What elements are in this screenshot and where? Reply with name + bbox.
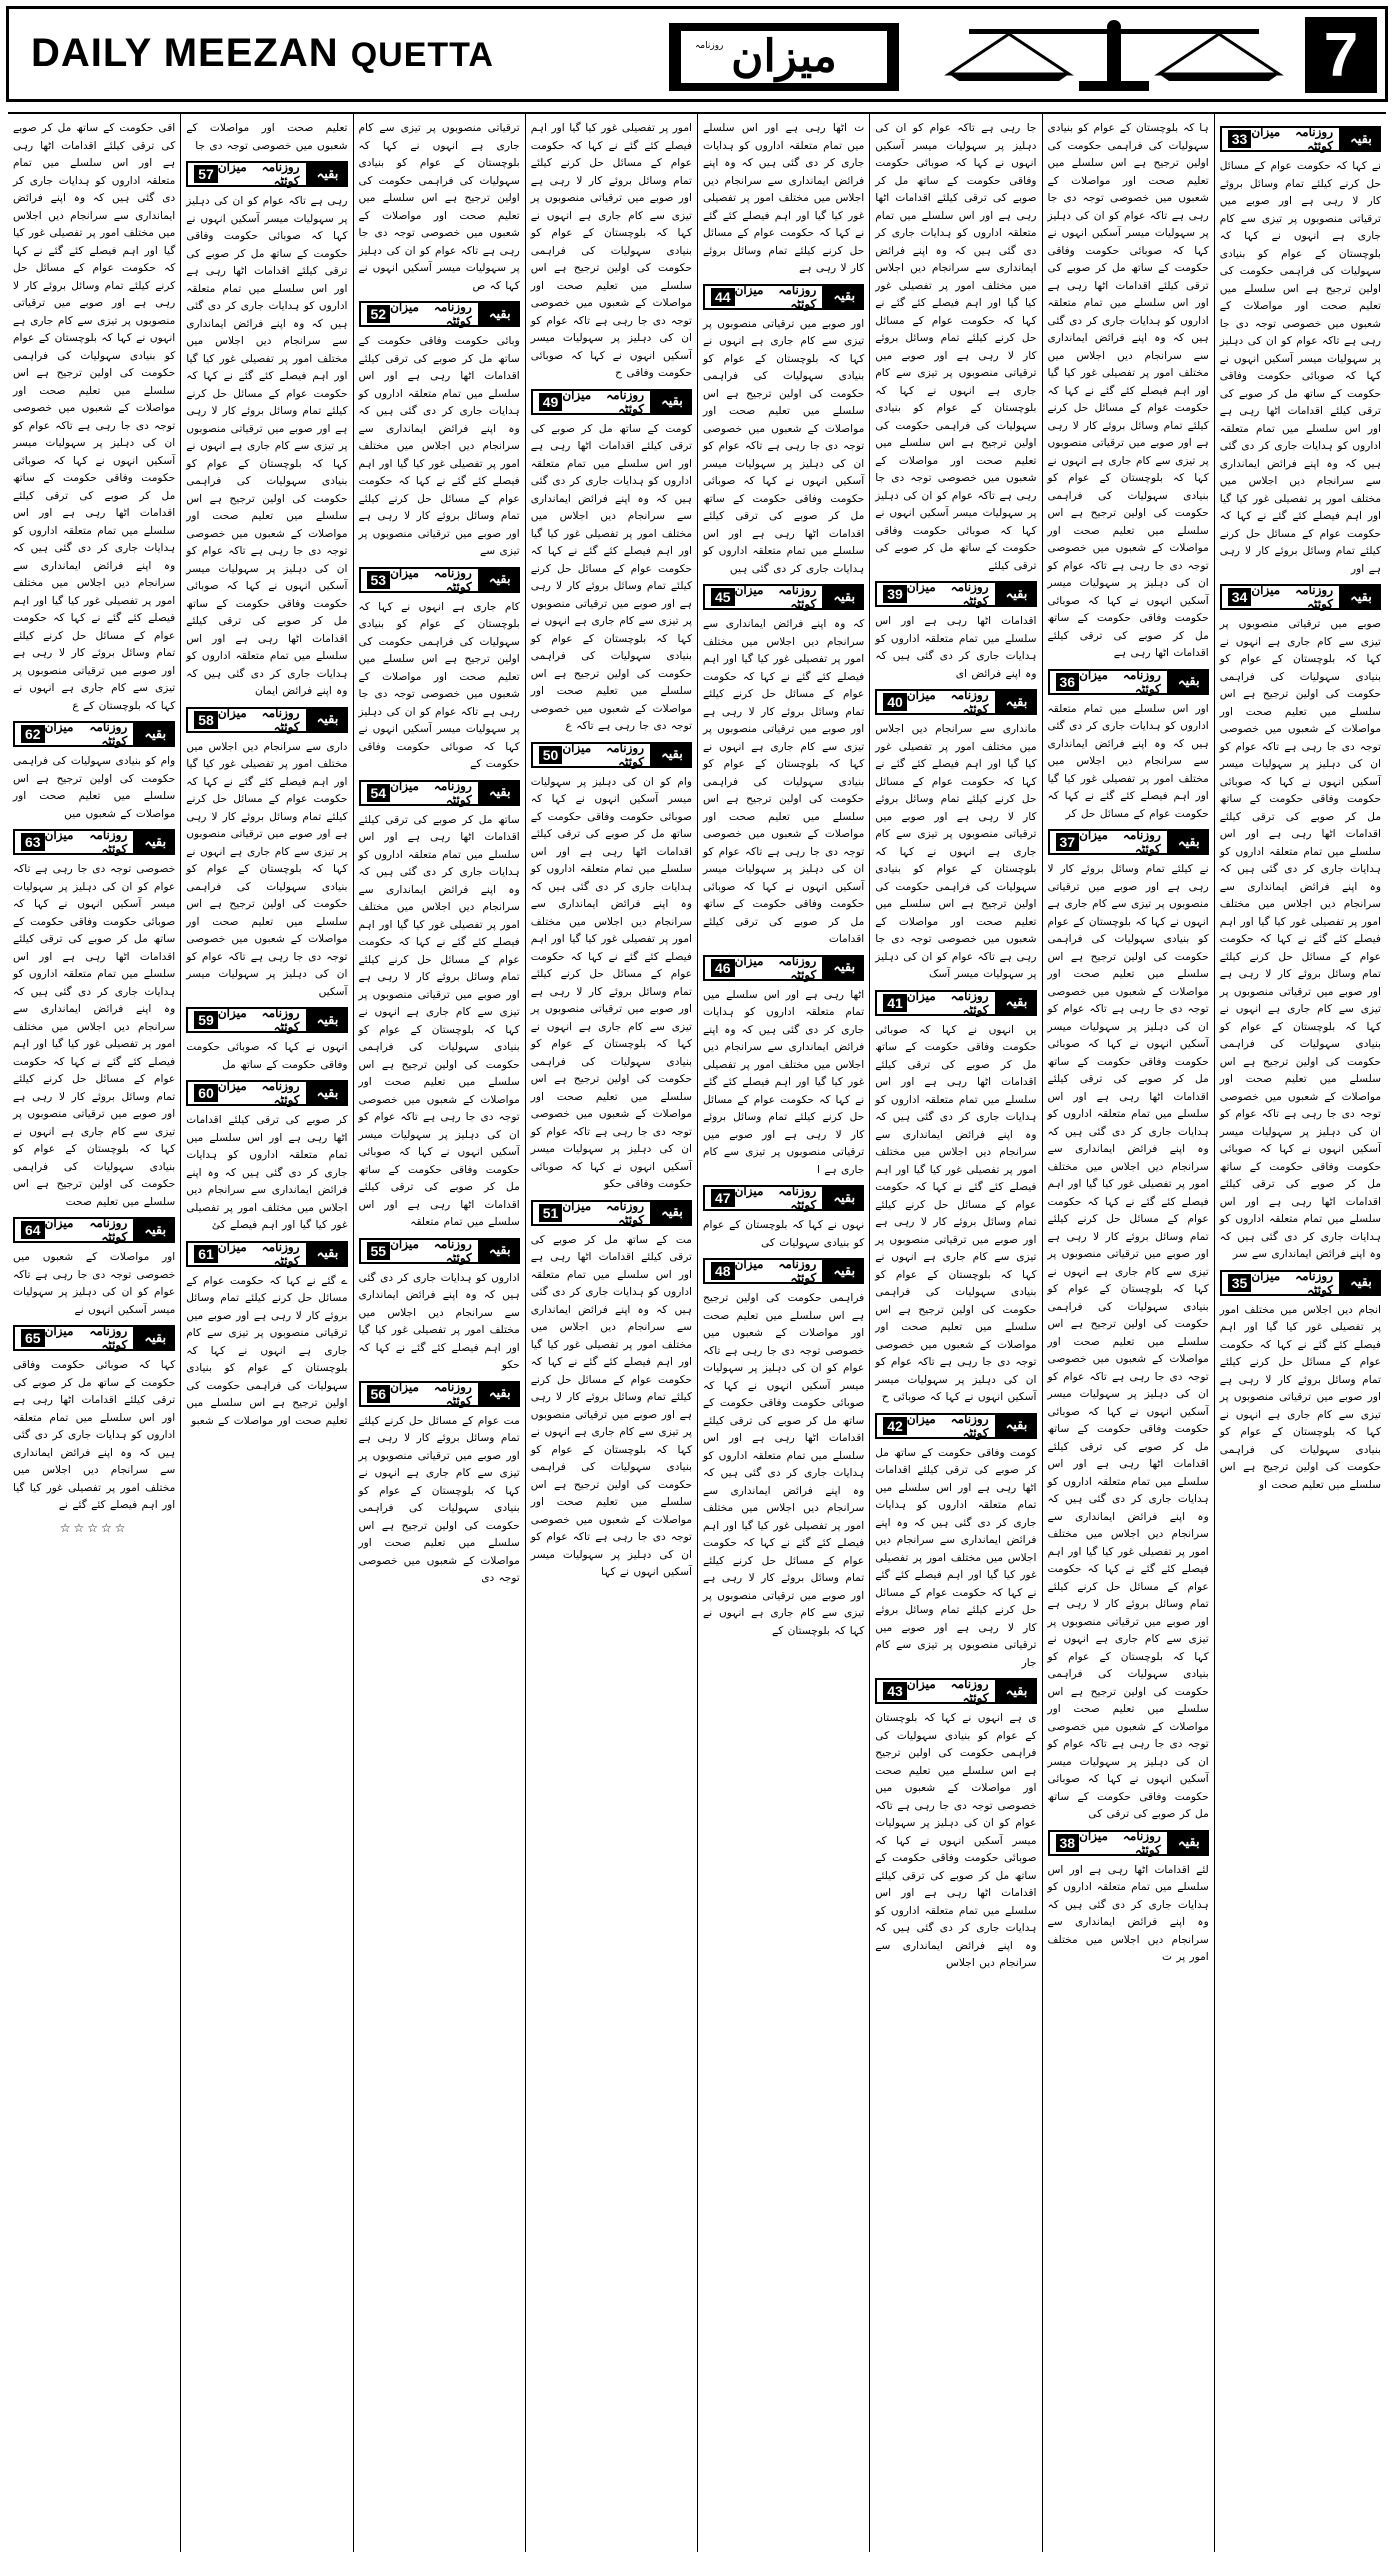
continuation-number: 62	[21, 725, 45, 743]
news-column	[180, 114, 352, 2552]
article-text: یں انہوں نے کہا کہ صوبائی حکومت وفاقی حکومت کے ساتھ مل کر صوبے کی ترقی کیلئے اقدامات اٹھا رہی ہے اور اس سلسلے میں تمام متعلقہ اداروں کو ہدایات جاری کر دی گئی ہیں کہ وہ اپنے فرائض ایمانداری سے سرانجام دیں اجلاس میں مختلف امور پر تفصیلی غور کیا گیا اور اہم فیصلے کئے گئے نے کہا کہ حکومت عوام کے مسائل حل کرنے کیلئے تمام وسائل بروئے کار لا رہی ہے اور صوبے میں ترقیاتی منصوبوں پر تیزی سے کام جاری ہے انہوں نے کہا کہ بلوچستان کے عوام کو بنیادی سہولیات کی فراہمی حکومت کی اولین ترجیح ہے اس سلسلے میں تعلیم صحت اور مواصلات کے شعبوں میں خصوصی توجہ دی جا رہی ہے تاکہ عوام کو ان کی دہلیز پر سہولیات میسر آسکیں انہوں نے کہا کہ صوبائی ح	[875, 1023, 1037, 1403]
continuation-number: 42	[883, 1417, 907, 1435]
article-text: وام کو بنیادی سہولیات کی فراہمی حکومت کی اولین ترجیح ہے اس سلسلے میں تعلیم صحت اور مواصلات کے شعبوں میں	[13, 755, 176, 820]
continuation-title	[875, 689, 996, 715]
article-text: جا رہی ہے تاکہ عوام کو ان کی دہلیز پر سہولیات میسر آسکیں انہوں نے کہا کہ صوبائی حکومت وفاقی حکومت کے ساتھ مل کر صوبے کی ترقی کیلئے اقدامات اٹھا رہی ہے اور اس سلسلے میں تمام متعلقہ اداروں کو ہدایات جاری کر دی گئی ہیں کہ وہ اپنے فرائض ایمانداری سے سرانجام دیں اجلاس میں مختلف امور پر تفصیلی غور کیا گیا اور اہم فیصلے کئے گئے نے کہا کہ حکومت عوام کے مسائل حل کرنے کیلئے تمام وسائل بروئے کار لا رہی ہے اور صوبے میں ترقیاتی منصوبوں پر تیزی سے کام جاری ہے انہوں نے کہا کہ بلوچستان کے عوام کو بنیادی سہولیات کی فراہمی حکومت کی اولین ترجیح ہے اس سلسلے میں تعلیم صحت اور مواصلات کے شعبوں میں خصوصی توجہ دی جا رہی ہے تاکہ عوام کو ان کی دہلیز پر سہولیات میسر آسکیں انہوں نے کہا کہ صوبائی حکومت وفاقی حکومت کے ساتھ مل کر صوبے کی ترقی کیلئے	[875, 122, 1037, 572]
continuation-title	[359, 1238, 480, 1264]
article-text: کومت وفاقی حکومت کے ساتھ مل کر صوبے کی ترقی کیلئے اقدامات اٹھا رہی ہے اور اس سلسلے میں تمام متعلقہ اداروں کو ہدایات جاری کر دی گئی ہیں کہ وہ اپنے فرائض ایمانداری سے سرانجام دیں اجلاس میں مختلف امور پر تفصیلی غور کیا گیا اور اہم فیصلے کئے گئے نے کہا کہ حکومت عوام کے مسائل حل کرنے کیلئے تمام وسائل بروئے کار لا رہی ہے اور صوبے میں ترقیاتی منصوبوں پر تیزی سے کام جار	[875, 1446, 1037, 1669]
news-column	[869, 114, 1041, 2552]
article-text: نہوں نے کہا کہ بلوچستان کے عوام کو بنیادی سہولیات کی	[703, 1219, 865, 1249]
article-text: تعلیم صحت اور مواصلات کے شعبوں میں خصوصی توجہ دی جا	[186, 122, 348, 152]
continuation-header	[1048, 669, 1209, 695]
article-text: مت عوام کے مسائل حل کرنے کیلئے تمام وسائل بروئے کار لا رہی ہے اور صوبے میں ترقیاتی منصوبوں پر تیزی سے کام جاری ہے انہوں نے کہا کہ بلوچستان کے عوام کو بنیادی سہولیات کی فراہمی حکومت کی اولین ترجیح ہے اس سلسلے میں تعلیم صحت اور مواصلات کے شعبوں میں خصوصی توجہ دی	[358, 1414, 520, 1584]
continuation-title-text: روزنامہ میزان کوئٹہ	[906, 988, 989, 1017]
continuation-title-text: روزنامہ میزان کوئٹہ	[217, 1006, 300, 1034]
continuation-header	[1220, 584, 1381, 610]
continuation-title-text: روزنامہ میزان کوئٹہ	[217, 160, 300, 188]
article-text: ت اٹھا رہی ہے اور اس سلسلے میں تمام متعلقہ اداروں کو ہدایات جاری کر دی گئی ہیں کہ وہ اپنے فرائض ایمانداری سے سرانجام دیں اجلاس میں مختلف امور پر تفصیلی غور کیا گیا اور اہم فیصلے کئے گئے نے کہا کہ حکومت عوام کے مسائل حل کرنے کیلئے تمام وسائل بروئے کار لا رہی ہے	[703, 122, 865, 274]
continuation-title	[1048, 669, 1169, 695]
article-text: صوبے میں ترقیاتی منصوبوں پر تیزی سے کام جاری ہے انہوں نے کہا کہ بلوچستان کے عوام کو بنیادی سہولیات کی فراہمی حکومت کی اولین ترجیح ہے اس سلسلے میں تعلیم صحت اور مواصلات کے شعبوں میں خصوصی توجہ دی جا رہی ہے تاکہ عوام کو ان کی دہلیز پر سہولیات میسر آسکیں انہوں نے کہا کہ صوبائی حکومت وفاقی حکومت کے ساتھ مل کر صوبے کی ترقی کیلئے اقدامات اٹھا رہی ہے اور اس سلسلے میں تمام متعلقہ اداروں کو ہدایات جاری کر دی گئی ہیں کہ وہ اپنے فرائض ایمانداری سے سرانجام دیں اجلاس میں مختلف امور پر تفصیلی غور کیا گیا اور اہم فیصلے کئے گئے نے کہا کہ حکومت عوام کے مسائل حل کرنے کیلئے تمام وسائل بروئے کار لا رہی ہے اور صوبے میں ترقیاتی منصوبوں پر تیزی سے کام جاری ہے انہوں نے کہا کہ بلوچستان کے عوام کو بنیادی سہولیات کی فراہمی حکومت کی اولین ترجیح ہے اس سلسلے میں تعلیم صحت اور مواصلات کے شعبوں میں خصوصی توجہ دی جا رہی ہے تاکہ عوام کو ان کی دہلیز پر سہولیات میسر آسکیں انہوں نے کہا کہ صوبائی حکومت وفاقی حکومت کے ساتھ مل کر صوبے کی ترقی کیلئے اقدامات اٹھا رہی ہے اور اس سلسلے میں تمام متعلقہ اداروں کو ہدایات جاری کر دی گئی ہیں کہ وہ اپنے فرائض ایمانداری سے سر	[1219, 618, 1381, 1260]
continuation-title-text: روزنامہ میزان کوئٹہ	[1079, 667, 1161, 696]
continuation-number: 51	[539, 1204, 563, 1222]
continuation-header	[359, 780, 520, 806]
continuation-title	[531, 742, 652, 768]
continuation-title	[703, 1258, 824, 1284]
continuation-header	[703, 1185, 864, 1211]
continuation-label: بقیہ	[824, 284, 864, 310]
continuation-label: بقیہ	[308, 1080, 348, 1106]
continuation-title	[1048, 829, 1169, 855]
masthead	[6, 6, 1388, 102]
continuation-label: بقیہ	[997, 990, 1037, 1016]
continuation-header	[875, 581, 1036, 607]
news-column	[8, 114, 180, 2552]
continuation-header	[186, 1241, 347, 1267]
continuation-title	[359, 1381, 480, 1407]
continuation-title-text: روزنامہ میزان کوئٹہ	[44, 1324, 128, 1352]
continuation-title	[703, 955, 824, 981]
news-column	[525, 114, 697, 2552]
continuation-number: 34	[1228, 588, 1252, 606]
news-column	[697, 114, 869, 2552]
scales-of-justice-icon	[909, 19, 1319, 99]
article-text: ی ہے انہوں نے کہا کہ بلوچستان کے عوام کو بنیادی سہولیات کی فراہمی حکومت کی اولین ترجیح ہے اس سلسلے میں تعلیم صحت اور مواصلات کے شعبوں میں خصوصی توجہ دی جا رہی ہے تاکہ عوام کو ان کی دہلیز پر سہولیات میسر آسکیں انہوں نے کہا کہ صوبائی حکومت وفاقی حکومت کے ساتھ مل کر صوبے کی ترقی کیلئے اقدامات اٹھا رہی ہے اور اس سلسلے میں تمام متعلقہ اداروں کو ہدایات جاری کر دی گئی ہیں کہ وہ اپنے فرائض ایمانداری سے سرانجام دیں اجلاس	[875, 1712, 1037, 1969]
continuation-number: 54	[367, 784, 391, 802]
continuation-header	[186, 161, 347, 187]
continuation-label: بقیہ	[997, 1413, 1037, 1439]
continuation-title	[186, 1007, 307, 1033]
masthead-title	[31, 31, 494, 77]
article-text: ترقیاتی منصوبوں پر تیزی سے کام جاری ہے انہوں نے کہا کہ بلوچستان کے عوام کو بنیادی سہولیات کی فراہمی حکومت کی اولین ترجیح ہے اس سلسلے میں تعلیم صحت اور مواصلات کے شعبوں میں خصوصی توجہ دی جا رہی ہے تاکہ عوام کو ان کی دہلیز پر سہولیات میسر آسکیں انہوں نے کہا کہ ص	[358, 122, 520, 292]
continuation-label: بقیہ	[824, 1185, 864, 1211]
continuation-number: 47	[711, 1189, 735, 1207]
article-text: انجام دیں اجلاس میں مختلف امور پر تفصیلی غور کیا گیا اور اہم فیصلے کئے گئے نے کہا کہ حکومت عوام کے مسائل حل کرنے کیلئے تمام وسائل بروئے کار لا رہی ہے اور صوبے میں ترقیاتی منصوبوں پر تیزی سے کام جاری ہے انہوں نے کہا کہ بلوچستان کے عوام کو بنیادی سہولیات کی فراہمی حکومت کی اولین ترجیح ہے اس سلسلے میں تعلیم صحت او	[1219, 1303, 1381, 1491]
continuation-header	[531, 389, 692, 415]
continuation-title-text: روزنامہ میزان کوئٹہ	[44, 828, 128, 856]
continuation-header	[13, 829, 175, 855]
continuation-title	[1048, 1830, 1169, 1856]
continuation-label: بقیہ	[480, 780, 520, 806]
article-text: کام جاری ہے انہوں نے کہا کہ بلوچستان کے عوام کو بنیادی سہولیات کی فراہمی حکومت کی اولین ترجیح ہے اس سلسلے میں تعلیم صحت اور مواصلات کے شعبوں میں خصوصی توجہ دی جا رہی ہے تاکہ عوام کو ان کی دہلیز پر سہولیات میسر آسکیں انہوں نے کہا کہ صوبائی حکومت وفاقی حکومت کے	[358, 600, 520, 770]
article-text: انہوں نے کہا کہ صوبائی حکومت وفاقی حکومت کے ساتھ مل	[186, 1041, 348, 1071]
continuation-number: 33	[1228, 130, 1252, 148]
continuation-title-text: روزنامہ میزان کوئٹہ	[390, 1379, 472, 1408]
continuation-number: 40	[883, 693, 907, 711]
article-text: ے گئے نے کہا کہ حکومت عوام کے مسائل حل کرنے کیلئے تمام وسائل بروئے کار لا رہی ہے اور صوبے میں ترقیاتی منصوبوں پر تیزی سے کام جاری ہے انہوں نے کہا کہ بلوچستان کے عوام کو بنیادی سہولیات کی فراہمی حکومت کی اولین ترجیح ہے اس سلسلے میں تعلیم صحت اور مواصلات کے شعبو	[186, 1274, 348, 1427]
logo-wordmark: میزان	[731, 31, 837, 82]
news-column	[1214, 114, 1386, 2552]
continuation-number: 63	[21, 833, 45, 851]
article-text: وام کو ان کی دہلیز پر سہولیات میسر آسکیں انہوں نے کہا کہ صوبائی حکومت وفاقی حکومت کے ساتھ مل کر صوبے کی ترقی کیلئے اقدامات اٹھا رہی ہے اور اس سلسلے میں تمام متعلقہ اداروں کو ہدایات جاری کر دی گئی ہیں کہ وہ اپنے فرائض ایمانداری سے سرانجام دیں اجلاس میں مختلف امور پر تفصیلی غور کیا گیا اور اہم فیصلے کئے گئے نے کہا کہ حکومت عوام کے مسائل حل کرنے کیلئے تمام وسائل بروئے کار لا رہی ہے اور صوبے میں ترقیاتی منصوبوں پر تیزی سے کام جاری ہے انہوں نے کہا کہ بلوچستان کے عوام کو بنیادی سہولیات کی فراہمی حکومت کی اولین ترجیح ہے اس سلسلے میں تعلیم صحت اور مواصلات کے شعبوں میں خصوصی توجہ دی جا رہی ہے تاکہ عوام کو ان کی دہلیز پر سہولیات میسر آسکیں انہوں نے کہا کہ صوبائی حکومت وفاقی حکو	[530, 775, 692, 1190]
article-text: نے کہا کہ حکومت عوام کے مسائل حل کرنے کیلئے تمام وسائل بروئے کار لا رہی ہے اور صوبے میں ترقیاتی منصوبوں پر تیزی سے کام جاری ہے انہوں نے کہا کہ بلوچستان کے عوام کو بنیادی سہولیات کی فراہمی حکومت کی اولین ترجیح ہے اس سلسلے میں تعلیم صحت اور مواصلات کے شعبوں میں خصوصی توجہ دی جا رہی ہے تاکہ عوام کو ان کی دہلیز پر سہولیات میسر آسکیں انہوں نے کہا کہ صوبائی حکومت وفاقی حکومت کے ساتھ مل کر صوبے کی ترقی کیلئے اقدامات اٹھا رہی ہے اور اس سلسلے میں تمام متعلقہ اداروں کو ہدایات جاری کر دی گئی ہیں کہ وہ اپنے فرائض ایمانداری سے سرانجام دیں اجلاس میں مختلف امور پر تفصیلی غور کیا گیا اور اہم فیصلے کئے گئے نے کہا کہ حکومت عوام کے مسائل حل کرنے کیلئے تمام وسائل بروئے کار لا رہی ہے اور	[1219, 160, 1381, 575]
continuation-header	[13, 721, 175, 747]
continuation-number: 48	[711, 1262, 735, 1280]
continuation-title-text: روزنامہ میزان کوئٹہ	[1079, 1828, 1161, 1857]
article-text: اقی حکومت کے ساتھ مل کر صوبے کی ترقی کیلئے اقدامات اٹھا رہی ہے اور اس سلسلے میں تمام متعلقہ اداروں کو ہدایات جاری کر دی گئی ہیں کہ وہ اپنے فرائض ایمانداری سے سرانجام دیں اجلاس میں مختلف امور پر تفصیلی غور کیا گیا اور اہم فیصلے کئے گئے نے کہا کہ حکومت عوام کے مسائل حل کرنے کیلئے تمام وسائل بروئے کار لا رہی ہے اور صوبے میں ترقیاتی منصوبوں پر تیزی سے کام جاری ہے انہوں نے کہا کہ بلوچستان کے عوام کو بنیادی سہولیات کی فراہمی حکومت کی اولین ترجیح ہے اس سلسلے میں تعلیم صحت اور مواصلات کے شعبوں میں خصوصی توجہ دی جا رہی ہے تاکہ عوام کو ان کی دہلیز پر سہولیات میسر آسکیں انہوں نے کہا کہ صوبائی حکومت وفاقی حکومت کے ساتھ مل کر صوبے کی ترقی کیلئے اقدامات اٹھا رہی ہے اور اس سلسلے میں تمام متعلقہ اداروں کو ہدایات جاری کر دی گئی ہیں کہ وہ اپنے فرائض ایمانداری سے سرانجام دیں اجلاس میں مختلف امور پر تفصیلی غور کیا گیا اور اہم فیصلے کئے گئے نے کہا کہ حکومت عوام کے مسائل حل کرنے کیلئے تمام وسائل بروئے کار لا رہی ہے اور صوبے میں ترقیاتی منصوبوں پر تیزی سے کام جاری ہے انہوں نے کہا کہ بلوچستان کے ع	[13, 122, 176, 712]
continuation-title-text: روزنامہ میزان کوئٹہ	[44, 720, 128, 748]
continuation-title-text: روزنامہ میزان کوئٹہ	[390, 778, 472, 807]
page-number: 7	[1305, 17, 1377, 93]
continuation-header	[531, 742, 692, 768]
continuation-header	[13, 1325, 175, 1351]
continuation-title-text: روزنامہ میزان کوئٹہ	[217, 705, 300, 734]
continuation-header	[875, 1413, 1036, 1439]
article-text: ہا کہ بلوچستان کے عوام کو بنیادی سہولیات کی فراہمی حکومت کی اولین ترجیح ہے اس سلسلے میں تعلیم صحت اور مواصلات کے شعبوں میں خصوصی توجہ دی جا رہی ہے تاکہ عوام کو ان کی دہلیز پر سہولیات میسر آسکیں انہوں نے کہا کہ صوبائی حکومت وفاقی حکومت کے ساتھ مل کر صوبے کی ترقی کیلئے اقدامات اٹھا رہی ہے اور اس سلسلے میں تمام متعلقہ اداروں کو ہدایات جاری کر دی گئی ہیں کہ وہ اپنے فرائض ایمانداری سے سرانجام دیں اجلاس میں مختلف امور پر تفصیلی غور کیا گیا اور اہم فیصلے کئے گئے نے کہا کہ حکومت عوام کے مسائل حل کرنے کیلئے تمام وسائل بروئے کار لا رہی ہے اور صوبے میں ترقیاتی منصوبوں پر تیزی سے کام جاری ہے انہوں نے کہا کہ بلوچستان کے عوام کو بنیادی سہولیات کی فراہمی حکومت کی اولین ترجیح ہے اس سلسلے میں تعلیم صحت اور مواصلات کے شعبوں میں خصوصی توجہ دی جا رہی ہے تاکہ عوام کو ان کی دہلیز پر سہولیات میسر آسکیں انہوں نے کہا کہ صوبائی حکومت وفاقی حکومت کے ساتھ مل کر صوبے کی ترقی کیلئے اقدامات اٹھا رہی ہے	[1047, 122, 1209, 659]
continuation-title	[1220, 1270, 1341, 1296]
continuation-title-text: روزنامہ میزان کوئٹہ	[734, 1184, 817, 1212]
continuation-title	[703, 584, 824, 610]
continuation-number: 61	[194, 1245, 218, 1263]
continuation-title-text: روزنامہ میزان کوئٹہ	[1251, 1268, 1333, 1297]
article-text: لئے اقدامات اٹھا رہی ہے اور اس سلسلے میں تمام متعلقہ اداروں کو ہدایات جاری کر دی گئی ہیں کہ وہ اپنے فرائض ایمانداری سے سرانجام دیں اجلاس میں مختلف امور پر ت	[1047, 1863, 1209, 1963]
continuation-label: بقیہ	[652, 742, 692, 768]
continuation-label: بقیہ	[1169, 1830, 1209, 1856]
continuation-title-text: روزنامہ میزان کوئٹہ	[906, 580, 989, 608]
continuation-number: 64	[21, 1221, 45, 1239]
continuation-title-text: روزنامہ میزان کوئٹہ	[734, 282, 817, 311]
continuation-header	[186, 707, 347, 733]
newspaper-name: DAILY MEEZAN	[31, 31, 339, 75]
continuation-label: بقیہ	[652, 1200, 692, 1226]
article-text: مانداری سے سرانجام دیں اجلاس میں مختلف امور پر تفصیلی غور کیا گیا اور اہم فیصلے کئے گئے نے کہا کہ حکومت عوام کے مسائل حل کرنے کیلئے تمام وسائل بروئے کار لا رہی ہے اور صوبے میں ترقیاتی منصوبوں پر تیزی سے کام جاری ہے انہوں نے کہا کہ بلوچستان کے عوام کو بنیادی سہولیات کی فراہمی حکومت کی اولین ترجیح ہے اس سلسلے میں تعلیم صحت اور مواصلات کے شعبوں میں خصوصی توجہ دی جا رہی ہے تاکہ عوام کو ان کی دہلیز پر سہولیات میسر آسک	[875, 723, 1037, 980]
continuation-number: 53	[367, 571, 391, 589]
article-text: مت کے ساتھ مل کر صوبے کی ترقی کیلئے اقدامات اٹھا رہی ہے اور اس سلسلے میں تمام متعلقہ اداروں کو ہدایات جاری کر دی گئی ہیں کہ وہ اپنے فرائض ایمانداری سے سرانجام دیں اجلاس میں مختلف امور پر تفصیلی غور کیا گیا اور اہم فیصلے کئے گئے نے کہا کہ حکومت عوام کے مسائل حل کرنے کیلئے تمام وسائل بروئے کار لا رہی ہے اور صوبے میں ترقیاتی منصوبوں پر تیزی سے کام جاری ہے انہوں نے کہا کہ بلوچستان کے عوام کو بنیادی سہولیات کی فراہمی حکومت کی اولین ترجیح ہے اس سلسلے میں تعلیم صحت اور مواصلات کے شعبوں میں خصوصی توجہ دی جا رہی ہے تاکہ عوام کو ان کی دہلیز پر سہولیات میسر آسکیں انہوں نے کہا	[530, 1233, 692, 1578]
article-text: اداروں کو ہدایات جاری کر دی گئی ہیں کہ وہ اپنے فرائض ایمانداری سے سرانجام دیں اجلاس میں مختلف امور پر تفصیلی غور کیا گیا اور اہم فیصلے کئے گئے نے کہا کہ حکو	[358, 1271, 520, 1371]
article-text: امور پر تفصیلی غور کیا گیا اور اہم فیصلے کئے گئے نے کہا کہ حکومت عوام کے مسائل حل کرنے کیلئے تمام وسائل بروئے کار لا رہی ہے اور صوبے میں ترقیاتی منصوبوں پر تیزی سے کام جاری ہے انہوں نے کہا کہ بلوچستان کے عوام کو بنیادی سہولیات کی فراہمی حکومت کی اولین ترجیح ہے اس سلسلے میں تعلیم صحت اور مواصلات کے شعبوں میں خصوصی توجہ دی جا رہی ہے تاکہ عوام کو ان کی دہلیز پر سہولیات میسر آسکیں انہوں نے کہا کہ صوبائی حکومت وفاقی ح	[530, 122, 692, 379]
continuation-title	[875, 1678, 996, 1704]
continuation-number: 55	[367, 1242, 391, 1260]
news-column	[1042, 114, 1214, 2552]
continuation-title	[359, 567, 480, 593]
continuation-header	[1048, 829, 1209, 855]
continuation-number: 45	[711, 588, 735, 606]
continuation-label: بقیہ	[1169, 829, 1209, 855]
continuation-label: بقیہ	[135, 1217, 175, 1243]
continuation-header	[1220, 126, 1381, 152]
continuation-number: 44	[711, 288, 735, 306]
article-text: کومت کے ساتھ مل کر صوبے کی ترقی کیلئے اقدامات اٹھا رہی ہے اور اس سلسلے میں تمام متعلقہ اداروں کو ہدایات جاری کر دی گئی ہیں کہ وہ اپنے فرائض ایمانداری سے سرانجام دیں اجلاس میں مختلف امور پر تفصیلی غور کیا گیا اور اہم فیصلے کئے گئے نے کہا کہ حکومت عوام کے مسائل حل کرنے کیلئے تمام وسائل بروئے کار لا رہی ہے اور صوبے میں ترقیاتی منصوبوں پر تیزی سے کام جاری ہے انہوں نے کہا کہ بلوچستان کے عوام کو بنیادی سہولیات کی فراہمی حکومت کی اولین ترجیح ہے اس سلسلے میں تعلیم صحت اور مواصلات کے شعبوں میں خصوصی توجہ دی جا رہی ہے تاکہ ع	[530, 422, 692, 732]
continuation-label: بقیہ	[308, 1007, 348, 1033]
logo-tagline: روزنامہ	[695, 41, 724, 51]
continuation-title	[1220, 584, 1341, 610]
continuation-header	[359, 1238, 520, 1264]
article-text: خصوصی توجہ دی جا رہی ہے تاکہ عوام کو ان کی دہلیز پر سہولیات میسر آسکیں انہوں نے کہا کہ صوبائی حکومت وفاقی حکومت کے ساتھ مل کر صوبے کی ترقی کیلئے اقدامات اٹھا رہی ہے اور اس سلسلے میں تمام متعلقہ اداروں کو ہدایات جاری کر دی گئی ہیں کہ وہ اپنے فرائض ایمانداری سے سرانجام دیں اجلاس میں مختلف امور پر تفصیلی غور کیا گیا اور اہم فیصلے کئے گئے نے کہا کہ حکومت عوام کے مسائل حل کرنے کیلئے تمام وسائل بروئے کار لا رہی ہے اور صوبے میں ترقیاتی منصوبوں پر تیزی سے کام جاری ہے انہوں نے کہا کہ بلوچستان کے عوام کو بنیادی سہولیات کی فراہمی حکومت کی اولین ترجیح ہے اس سلسلے میں تعلیم صحت	[13, 863, 176, 1208]
continuation-title-text: روزنامہ میزان کوئٹہ	[217, 1079, 300, 1107]
continuation-title-text: روزنامہ میزان کوئٹہ	[734, 583, 817, 611]
continuation-label: بقیہ	[1341, 126, 1381, 152]
continuation-title	[13, 1325, 135, 1351]
continuation-number: 39	[883, 585, 907, 603]
continuation-number: 41	[883, 994, 907, 1012]
continuation-title	[1220, 126, 1341, 152]
continuation-header	[703, 1258, 864, 1284]
continuation-title-text: روزنامہ میزان کوئٹہ	[1251, 583, 1333, 611]
continuation-title-text: روزنامہ میزان کوئٹہ	[734, 953, 817, 982]
continuation-header	[531, 1200, 692, 1226]
continuation-header	[1048, 1830, 1209, 1856]
continuation-header	[359, 301, 520, 327]
continuation-header	[875, 1678, 1036, 1704]
continuation-number: 52	[367, 305, 391, 323]
continuation-label: بقیہ	[1341, 1270, 1381, 1296]
article-text: اٹھا رہی ہے اور اس سلسلے میں تمام متعلقہ اداروں کو ہدایات جاری کر دی گئی ہیں کہ وہ اپنے فرائض ایمانداری سے سرانجام دیں اجلاس میں مختلف امور پر تفصیلی غور کیا گیا اور اہم فیصلے کئے گئے نے کہا کہ حکومت عوام کے مسائل حل کرنے کیلئے تمام وسائل بروئے کار لا رہی ہے اور صوبے میں ترقیاتی منصوبوں پر تیزی سے کام جاری ہے ا	[703, 988, 865, 1176]
continuation-label: بقیہ	[480, 1238, 520, 1264]
continuation-label: بقیہ	[480, 567, 520, 593]
continuation-title-text: روزنامہ میزان کوئٹہ	[562, 387, 644, 416]
continuation-title	[875, 1413, 996, 1439]
news-columns	[8, 112, 1386, 2552]
article-text: اقدامات اٹھا رہی ہے اور اس سلسلے میں تمام متعلقہ اداروں کو ہدایات جاری کر دی گئی ہیں کہ وہ اپنے فرائض ای	[875, 615, 1037, 680]
continuation-title-text: روزنامہ میزان کوئٹہ	[562, 740, 644, 769]
continuation-number: 58	[194, 711, 218, 729]
continuation-title-text: روزنامہ میزان کوئٹہ	[906, 1411, 989, 1440]
continuation-title	[186, 707, 307, 733]
continuation-title	[186, 161, 307, 187]
continuation-title	[703, 1185, 824, 1211]
footer-stars: ☆☆☆☆☆	[59, 1520, 129, 1535]
continuation-title	[359, 301, 480, 327]
article-text: کر صوبے کی ترقی کیلئے اقدامات اٹھا رہی ہے اور اس سلسلے میں تمام متعلقہ اداروں کو ہدایات جاری کر دی گئی ہیں کہ وہ اپنے فرائض ایمانداری سے سرانجام دیں اجلاس میں مختلف امور پر تفصیلی غور کیا گیا اور اہم فیصلے کئ	[186, 1114, 348, 1231]
continuation-title-text: روزنامہ میزان کوئٹہ	[390, 565, 472, 594]
article-text: اور صوبے میں ترقیاتی منصوبوں پر تیزی سے کام جاری ہے انہوں نے کہا کہ بلوچستان کے عوام کو بنیادی سہولیات کی فراہمی حکومت کی اولین ترجیح ہے اس سلسلے میں تعلیم صحت اور مواصلات کے شعبوں میں خصوصی توجہ دی جا رہی ہے تاکہ عوام کو ان کی دہلیز پر سہولیات میسر آسکیں انہوں نے کہا کہ صوبائی حکومت وفاقی حکومت کے ساتھ مل کر صوبے کی ترقی کیلئے اقدامات اٹھا رہی ہے اور اس سلسلے میں تمام متعلقہ اداروں کو ہدایات جاری کر دی گئی ہیں	[703, 317, 865, 575]
continuation-label: بقیہ	[652, 389, 692, 415]
continuation-label: بقیہ	[480, 1381, 520, 1407]
newspaper-logo	[669, 23, 899, 91]
article-text: داری سے سرانجام دیں اجلاس میں مختلف امور پر تفصیلی غور کیا گیا اور اہم فیصلے کئے گئے نے کہا کہ حکومت عوام کے مسائل حل کرنے کیلئے تمام وسائل بروئے کار لا رہی ہے اور صوبے میں ترقیاتی منصوبوں پر تیزی سے کام جاری ہے انہوں نے کہا کہ بلوچستان کے عوام کو بنیادی سہولیات کی فراہمی حکومت کی اولین ترجیح ہے اس سلسلے میں تعلیم صحت اور مواصلات کے شعبوں میں خصوصی توجہ دی جا رہی ہے تاکہ عوام کو ان کی دہلیز پر سہولیات میسر آسکیں	[186, 740, 348, 998]
continuation-header	[186, 1080, 347, 1106]
continuation-title-text: روزنامہ میزان کوئٹہ	[1251, 125, 1333, 153]
continuation-number: 56	[367, 1385, 391, 1403]
continuation-label: بقیہ	[135, 1325, 175, 1351]
continuation-title	[13, 721, 135, 747]
continuation-title	[186, 1080, 307, 1106]
continuation-header	[359, 567, 520, 593]
article-text: وبائی حکومت وفاقی حکومت کے ساتھ مل کر صوبے کی ترقی کیلئے اقدامات اٹھا رہی ہے اور اس سلسلے میں تمام متعلقہ اداروں کو ہدایات جاری کر دی گئی ہیں کہ وہ اپنے فرائض ایمانداری سے سرانجام دیں اجلاس میں مختلف امور پر تفصیلی غور کیا گیا اور اہم فیصلے کئے گئے نے کہا کہ حکومت عوام کے مسائل حل کرنے کیلئے تمام وسائل بروئے کار لا رہی ہے اور صوبے میں ترقیاتی منصوبوں پر تیزی سے	[358, 335, 520, 557]
continuation-header	[875, 689, 1036, 715]
continuation-title	[359, 780, 480, 806]
article-text: نے کیلئے تمام وسائل بروئے کار لا رہی ہے اور صوبے میں ترقیاتی منصوبوں پر تیزی سے کام جاری ہے انہوں نے کہا کہ بلوچستان کے عوام کو بنیادی سہولیات کی فراہمی حکومت کی اولین ترجیح ہے اس سلسلے میں تعلیم صحت اور مواصلات کے شعبوں میں خصوصی توجہ دی جا رہی ہے تاکہ عوام کو ان کی دہلیز پر سہولیات میسر آسکیں انہوں نے کہا کہ صوبائی حکومت وفاقی حکومت کے ساتھ مل کر صوبے کی ترقی کیلئے اقدامات اٹھا رہی ہے اور اس سلسلے میں تمام متعلقہ اداروں کو ہدایات جاری کر دی گئی ہیں کہ وہ اپنے فرائض ایمانداری سے سرانجام دیں اجلاس میں مختلف امور پر تفصیلی غور کیا گیا اور اہم فیصلے کئے گئے نے کہا کہ حکومت عوام کے مسائل حل کرنے کیلئے تمام وسائل بروئے کار لا رہی ہے اور صوبے میں ترقیاتی منصوبوں پر تیزی سے کام جاری ہے انہوں نے کہا کہ بلوچستان کے عوام کو بنیادی سہولیات کی فراہمی حکومت کی اولین ترجیح ہے اس سلسلے میں تعلیم صحت اور مواصلات کے شعبوں میں خصوصی توجہ دی جا رہی ہے تاکہ عوام کو ان کی دہلیز پر سہولیات میسر آسکیں انہوں نے کہا کہ صوبائی حکومت وفاقی حکومت کے ساتھ مل کر صوبے کی ترقی کیلئے اقدامات اٹھا رہی ہے اور اس سلسلے میں تمام متعلقہ اداروں کو ہدایات جاری کر دی گئی ہیں کہ وہ اپنے فرائض ایمانداری سے سرانجام دیں اجلاس میں مختلف امور پر تفصیلی غور کیا گیا اور اہم فیصلے کئے گئے نے کہا کہ حکومت عوام کے مسائل حل کرنے کیلئے تمام وسائل بروئے کار لا رہی ہے اور صوبے میں ترقیاتی منصوبوں پر تیزی سے کام جاری ہے انہوں نے کہا کہ بلوچستان کے عوام کو بنیادی سہولیات کی فراہمی حکومت کی اولین ترجیح ہے اس سلسلے میں تعلیم صحت اور مواصلات کے شعبوں میں خصوصی توجہ دی جا رہی ہے تاکہ عوام کو ان کی دہلیز پر سہولیات میسر آسکیں انہوں نے کہا کہ صوبائی حکومت وفاقی حکومت کے ساتھ مل کر صوبے کی ترقی کی	[1047, 863, 1209, 1820]
article-text: اور مواصلات کے شعبوں میں خصوصی توجہ دی جا رہی ہے تاکہ عوام کو ان کی دہلیز پر سہولیات میسر آسکیں انہوں نے	[13, 1251, 176, 1316]
continuation-label: بقیہ	[824, 584, 864, 610]
continuation-label: بقیہ	[135, 829, 175, 855]
article-text: رہی ہے تاکہ عوام کو ان کی دہلیز پر سہولیات میسر آسکیں انہوں نے کہا کہ صوبائی حکومت وفاقی حکومت کے ساتھ مل کر صوبے کی ترقی کیلئے اقدامات اٹھا رہی ہے اور اس سلسلے میں تمام متعلقہ اداروں کو ہدایات جاری کر دی گئی ہیں کہ وہ اپنے فرائض ایمانداری سے سرانجام دیں اجلاس میں مختلف امور پر تفصیلی غور کیا گیا اور اہم فیصلے کئے گئے نے کہا کہ حکومت عوام کے مسائل حل کرنے کیلئے تمام وسائل بروئے کار لا رہی ہے اور صوبے میں ترقیاتی منصوبوں پر تیزی سے کام جاری ہے انہوں نے کہا کہ بلوچستان کے عوام کو بنیادی سہولیات کی فراہمی حکومت کی اولین ترجیح ہے اس سلسلے میں تعلیم صحت اور مواصلات کے شعبوں میں خصوصی توجہ دی جا رہی ہے تاکہ عوام کو ان کی دہلیز پر سہولیات میسر آسکیں انہوں نے کہا کہ صوبائی حکومت وفاقی حکومت کے ساتھ مل کر صوبے کی ترقی کیلئے اقدامات اٹھا رہی ہے اور اس سلسلے میں تمام متعلقہ اداروں کو ہدایات جاری کر دی گئی ہیں کہ وہ اپنے فرائض ایمان	[186, 195, 348, 697]
article-text: کہا کہ صوبائی حکومت وفاقی حکومت کے ساتھ مل کر صوبے کی ترقی کیلئے اقدامات اٹھا رہی ہے اور اس سلسلے میں تمام متعلقہ اداروں کو ہدایات جاری کر دی گئی ہیں کہ وہ اپنے فرائض ایمانداری سے سرانجام دیں اجلاس میں مختلف امور پر تفصیلی غور کیا گیا اور اہم فیصلے کئے گئے نے	[13, 1359, 176, 1511]
continuation-number: 35	[1228, 1274, 1252, 1292]
continuation-number: 37	[1056, 833, 1080, 851]
continuation-title-text: روزنامہ میزان کوئٹہ	[906, 1677, 989, 1705]
continuation-title	[875, 581, 996, 607]
continuation-number: 38	[1056, 1834, 1080, 1852]
continuation-header	[359, 1381, 520, 1407]
continuation-title-text: روزنامہ میزان کوئٹہ	[217, 1239, 300, 1268]
continuation-title	[531, 1200, 652, 1226]
continuation-header	[703, 284, 864, 310]
continuation-title-text: روزنامہ میزان کوئٹہ	[906, 688, 989, 716]
continuation-number: 50	[539, 746, 563, 764]
continuation-title-text: روزنامہ میزان کوئٹہ	[1079, 828, 1161, 856]
continuation-number: 57	[194, 165, 218, 183]
continuation-title	[186, 1241, 307, 1267]
continuation-label: بقیہ	[308, 707, 348, 733]
continuation-header	[875, 990, 1036, 1016]
continuation-title-text: روزنامہ میزان کوئٹہ	[44, 1216, 128, 1244]
continuation-number: 43	[883, 1682, 907, 1700]
continuation-title	[875, 990, 996, 1016]
continuation-label: بقیہ	[997, 689, 1037, 715]
continuation-label: بقیہ	[135, 721, 175, 747]
continuation-number: 60	[194, 1084, 218, 1102]
continuation-number: 59	[194, 1011, 218, 1029]
continuation-header	[13, 1217, 175, 1243]
continuation-label: بقیہ	[1169, 669, 1209, 695]
continuation-title	[703, 284, 824, 310]
continuation-label: بقیہ	[1341, 584, 1381, 610]
continuation-label: بقیہ	[824, 1258, 864, 1284]
continuation-number: 65	[21, 1329, 45, 1347]
article-text: ساتھ مل کر صوبے کی ترقی کیلئے اقدامات اٹھا رہی ہے اور اس سلسلے میں تمام متعلقہ اداروں کو ہدایات جاری کر دی گئی ہیں کہ وہ اپنے فرائض ایمانداری سے سرانجام دیں اجلاس میں مختلف امور پر تفصیلی غور کیا گیا اور اہم فیصلے کئے گئے نے کہا کہ حکومت عوام کے مسائل حل کرنے کیلئے تمام وسائل بروئے کار لا رہی ہے اور صوبے میں ترقیاتی منصوبوں پر تیزی سے کام جاری ہے انہوں نے کہا کہ بلوچستان کے عوام کو بنیادی سہولیات کی فراہمی حکومت کی اولین ترجیح ہے اس سلسلے میں تعلیم صحت اور مواصلات کے شعبوں میں خصوصی توجہ دی جا رہی ہے تاکہ عوام کو ان کی دہلیز پر سہولیات میسر آسکیں انہوں نے کہا کہ صوبائی حکومت وفاقی حکومت کے ساتھ مل کر صوبے کی ترقی کیلئے اقدامات اٹھا رہی ہے اور اس سلسلے میں تمام متعلقہ	[358, 813, 520, 1228]
continuation-header	[703, 584, 864, 610]
continuation-label: بقیہ	[997, 1678, 1037, 1704]
article-text: فراہمی حکومت کی اولین ترجیح ہے اس سلسلے میں تعلیم صحت اور مواصلات کے شعبوں میں خصوصی توجہ دی جا رہی ہے تاکہ عوام کو ان کی دہلیز پر سہولیات میسر آسکیں انہوں نے کہا کہ صوبائی حکومت وفاقی حکومت کے ساتھ مل کر صوبے کی ترقی کیلئے اقدامات اٹھا رہی ہے اور اس سلسلے میں تمام متعلقہ اداروں کو ہدایات جاری کر دی گئی ہیں کہ وہ اپنے فرائض ایمانداری سے سرانجام دیں اجلاس میں مختلف امور پر تفصیلی غور کیا گیا اور اہم فیصلے کئے گئے نے کہا کہ حکومت عوام کے مسائل حل کرنے کیلئے تمام وسائل بروئے کار لا رہی ہے اور صوبے میں ترقیاتی منصوبوں پر تیزی سے کام جاری ہے انہوں نے کہا کہ بلوچستان کے	[703, 1292, 865, 1637]
continuation-title	[13, 829, 135, 855]
continuation-title-text: روزنامہ میزان کوئٹہ	[562, 1198, 644, 1227]
continuation-number: 49	[539, 393, 563, 411]
newspaper-city: QUETTA	[350, 36, 494, 74]
news-column	[353, 114, 525, 2552]
continuation-title	[531, 389, 652, 415]
continuation-number: 46	[711, 959, 735, 977]
continuation-header	[1220, 1270, 1381, 1296]
article-text: اور اس سلسلے میں تمام متعلقہ اداروں کو ہدایات جاری کر دی گئی ہیں کہ وہ اپنے فرائض ایمانداری سے سرانجام دیں اجلاس میں مختلف امور پر تفصیلی غور کیا گیا اور اہم فیصلے کئے گئے نے کہا کہ حکومت عوام کے مسائل حل کر	[1047, 702, 1209, 820]
article-text: کہ وہ اپنے فرائض ایمانداری سے سرانجام دیں اجلاس میں مختلف امور پر تفصیلی غور کیا گیا اور اہم فیصلے کئے گئے نے کہا کہ حکومت عوام کے مسائل حل کرنے کیلئے تمام وسائل بروئے کار لا رہی ہے اور صوبے میں ترقیاتی منصوبوں پر تیزی سے کام جاری ہے انہوں نے کہا کہ بلوچستان کے عوام کو بنیادی سہولیات کی فراہمی حکومت کی اولین ترجیح ہے اس سلسلے میں تعلیم صحت اور مواصلات کے شعبوں میں خصوصی توجہ دی جا رہی ہے تاکہ عوام کو ان کی دہلیز پر سہولیات میسر آسکیں انہوں نے کہا کہ صوبائی حکومت وفاقی حکومت کے ساتھ مل کر صوبے کی ترقی کیلئے اقدامات	[703, 618, 865, 945]
continuation-header	[186, 1007, 347, 1033]
continuation-title-text: روزنامہ میزان کوئٹہ	[734, 1257, 817, 1285]
continuation-number: 36	[1056, 673, 1080, 691]
continuation-title-text: روزنامہ میزان کوئٹہ	[390, 300, 472, 328]
continuation-header	[703, 955, 864, 981]
continuation-title-text: روزنامہ میزان کوئٹہ	[390, 1236, 472, 1265]
continuation-label: بقیہ	[308, 1241, 348, 1267]
continuation-label: بقیہ	[308, 161, 348, 187]
continuation-title	[13, 1217, 135, 1243]
continuation-label: بقیہ	[480, 301, 520, 327]
continuation-label: بقیہ	[997, 581, 1037, 607]
continuation-label: بقیہ	[824, 955, 864, 981]
